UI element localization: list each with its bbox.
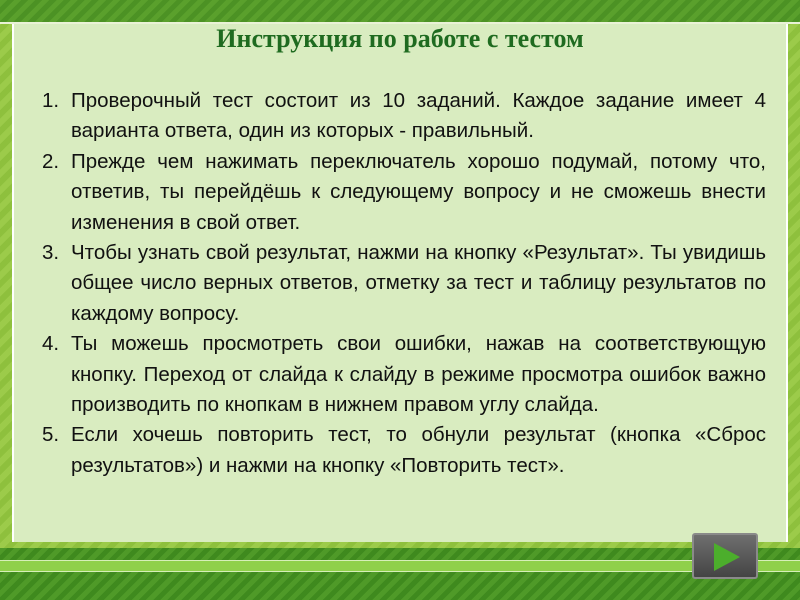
instruction-text: Ты можешь просмотреть свои ошибки, нажав на соответствующую кнопку. Переход от слайда к слайду в режиме просмотра ошибок важно производить по кнопкам в нижнем правом углу слайда. bbox=[71, 332, 766, 417]
next-slide-button[interactable] bbox=[692, 533, 758, 579]
instruction-text: Прежде чем нажимать переключатель хорошо подумай, потому что, ответив, ты перейдёшь к следующему вопросу и не сможешь внести изменения в свой ответ. bbox=[71, 149, 766, 234]
instruction-number: 4. bbox=[42, 332, 60, 356]
play-arrow-icon bbox=[714, 543, 740, 571]
slide-title: Инструкция по работе с тестом bbox=[216, 24, 584, 53]
instruction-number: 5. bbox=[42, 423, 60, 447]
instruction-text: Чтобы узнать свой результат, нажми на кнопку «Результат». Ты увидишь общее число верных ответов, отметку за тест и таблицу результатов по каждому вопросу. bbox=[71, 241, 766, 325]
instruction-item-1 bbox=[40, 86, 766, 147]
instruction-text: Проверочный тест состоит из 10 заданий. Каждое задание имеет 4 варианта ответа, один из которых - правильный. bbox=[71, 89, 766, 143]
instruction-item-5 bbox=[40, 420, 766, 481]
instruction-number: 1. bbox=[42, 89, 60, 112]
bottom-accent-stripe bbox=[0, 560, 800, 572]
instructions-list bbox=[40, 86, 766, 481]
instruction-item-4 bbox=[40, 329, 766, 420]
instruction-item-2 bbox=[40, 147, 766, 238]
instruction-number: 2. bbox=[42, 149, 60, 173]
top-decorative-bar bbox=[0, 0, 800, 24]
instruction-text: Если хочешь повторить тест, то обнули результат (кнопка «Сброс результатов») и нажми на кнопку «Повторить тест». bbox=[71, 423, 766, 477]
bottom-decorative-bar bbox=[0, 548, 800, 600]
instruction-item-3 bbox=[40, 238, 766, 329]
instruction-number: 3. bbox=[42, 241, 60, 265]
